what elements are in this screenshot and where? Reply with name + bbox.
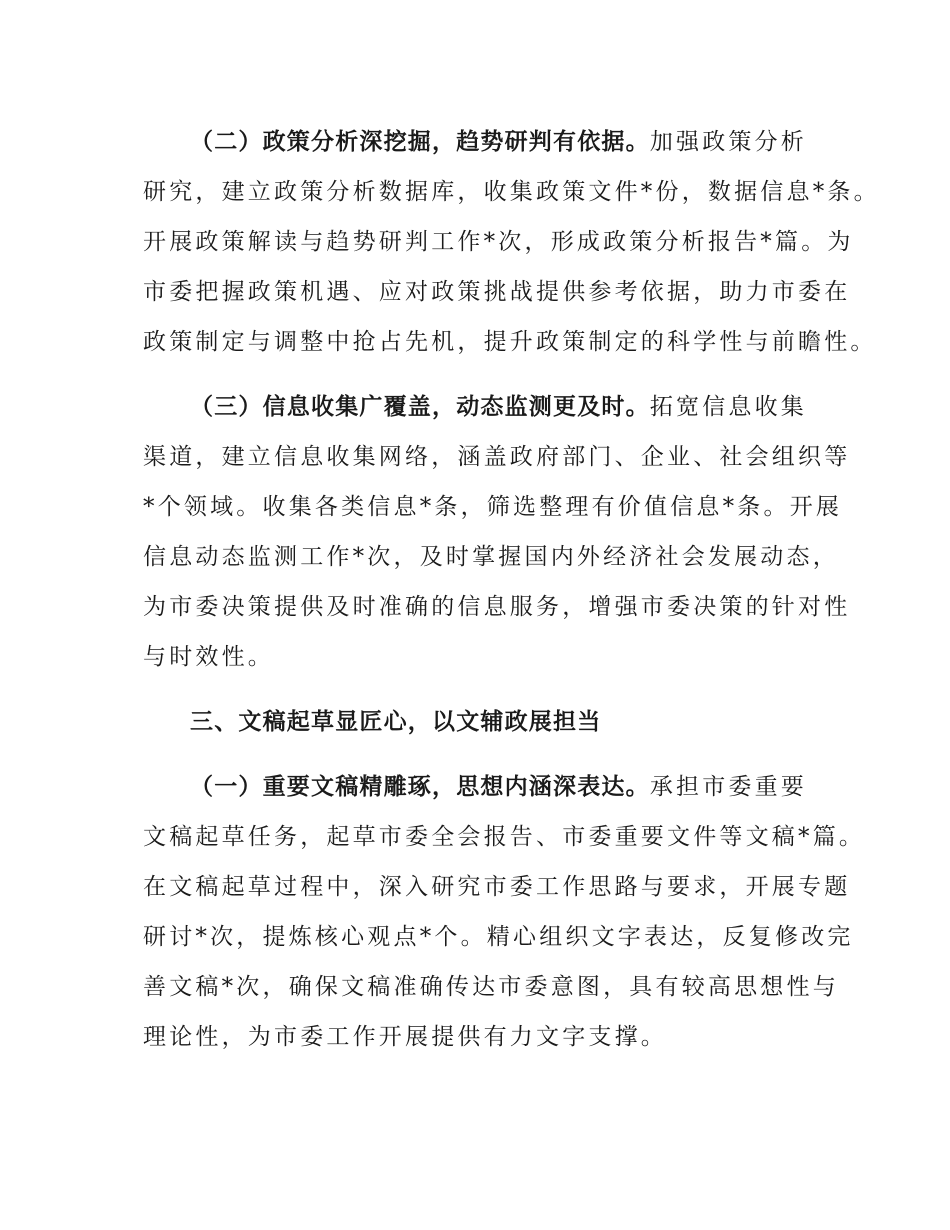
chapter-heading: 三、文稿起草显匠心，以文辅政展担当 xyxy=(190,709,602,735)
paragraph-title-policy-analysis: （二）政策分析深挖掘，趋势研判有依据。 xyxy=(190,129,650,155)
paragraph-line: 为市委决策提供及时准确的信息服务，增强市委决策的针对性 xyxy=(143,594,851,620)
paragraph-line: 研讨*次，提炼核心观点*个。精心组织文字表达，反复修改完 xyxy=(143,924,854,950)
paragraph-line: 善文稿*次，确保文稿准确传达市委意图，具有较高思想性与 xyxy=(143,974,839,1000)
paragraph-line: *个领域。收集各类信息*条，筛选整理有价值信息*条。开展 xyxy=(143,494,843,520)
paragraph-line: 政策制定与调整中抢占先机，提升政策制定的科学性与前瞻性。 xyxy=(143,329,877,355)
paragraph-info-collection-line-1 xyxy=(190,392,890,422)
paragraph-line: 渠道，建立信息收集网络，涵盖政府部门、企业、社会组织等 xyxy=(143,444,851,470)
paragraph-line: 研究，建立政策分析数据库，收集政策文件*份，数据信息*条。 xyxy=(143,179,880,205)
paragraph-text: 加强政策分析 xyxy=(649,129,808,155)
paragraph-line: 文稿起草任务，起草市委全会报告、市委重要文件等文稿*篇。 xyxy=(143,824,866,850)
paragraph-line: 在文稿起草过程中，深入研究市委工作思路与要求，开展专题 xyxy=(143,874,851,900)
paragraph-line: 理论性，为市委工作开展提供有力文字支撑。 xyxy=(143,1024,667,1050)
paragraph-line: 与时效性。 xyxy=(143,644,274,670)
paragraph-drafting-line-1 xyxy=(190,772,890,802)
paragraph-line: 信息动态监测工作*次，及时掌握国内外经济社会发展动态， xyxy=(143,544,839,570)
paragraph-line: 开展政策解读与趋势研判工作*次，形成政策分析报告*篇。为 xyxy=(143,229,854,255)
paragraph-line: 市委把握政策机遇、应对政策挑战提供参考依据，助力市委在 xyxy=(143,279,851,305)
paragraph-title-info-collection: （三）信息收集广覆盖，动态监测更及时。 xyxy=(190,394,650,420)
paragraph-text: 承担市委重要 xyxy=(649,774,808,800)
paragraph-text: 拓宽信息收集 xyxy=(649,394,808,420)
paragraph-policy-analysis-line-1 xyxy=(190,127,890,157)
paragraph-title-drafting: （一）重要文稿精雕琢，思想内涵深表达。 xyxy=(190,774,650,800)
